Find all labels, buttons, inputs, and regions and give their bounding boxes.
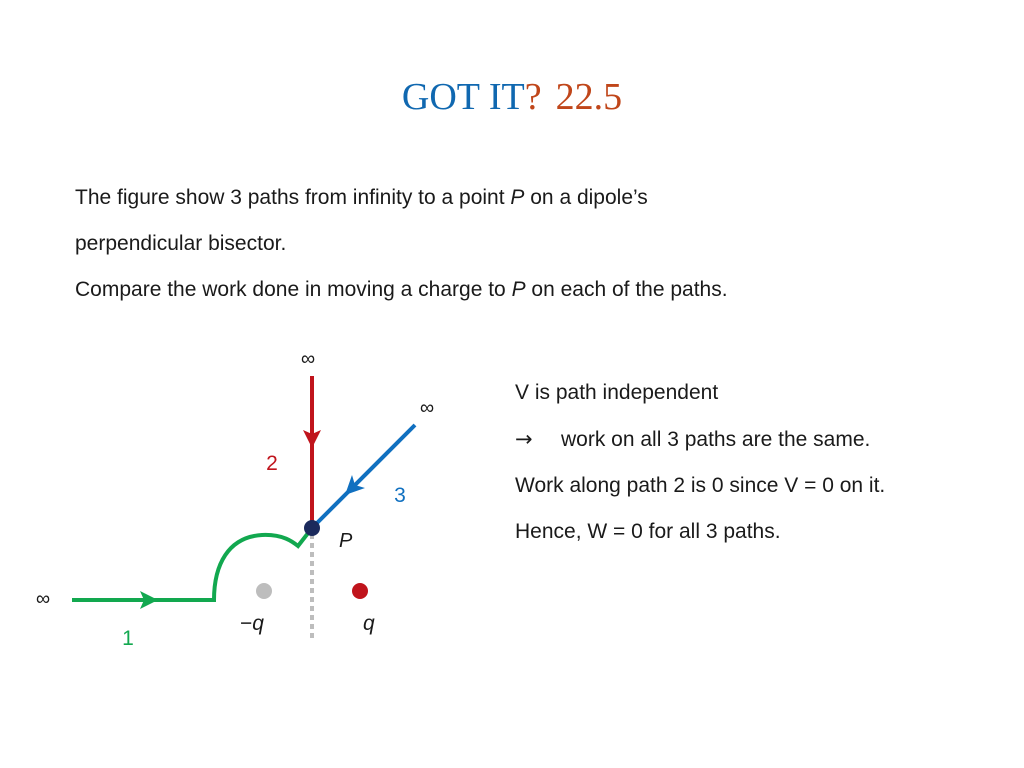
- positive-charge: [352, 583, 368, 599]
- title-main: GOT IT: [401, 76, 525, 118]
- point-p-italic: P: [511, 278, 526, 301]
- negative-charge: [256, 583, 272, 599]
- point-p-italic: P: [510, 186, 525, 209]
- path-2-label: 2: [266, 452, 278, 475]
- path-3: [312, 425, 415, 528]
- implies-arrow-icon: →: [515, 427, 533, 451]
- point-p-label: P: [339, 530, 353, 552]
- path-1: [72, 528, 312, 600]
- answer-line-3: Work along path 2 is 0 since V = 0 on it.: [515, 474, 886, 497]
- point-p: [304, 520, 320, 536]
- answer-line-2: → work on all 3 paths are the same.: [515, 416, 1005, 463]
- infinity-top: ∞: [300, 348, 316, 370]
- question-line-1: The figure show 3 paths from infinity to a point P on a dipole’s: [75, 186, 648, 209]
- answer-line-1: V is path independent: [515, 381, 719, 404]
- answer-line-4: Hence, W = 0 for all 3 paths.: [515, 520, 781, 543]
- title-question-mark: ?: [524, 76, 542, 118]
- question-line-2: perpendicular bisector.: [75, 232, 287, 255]
- question-line-3: Compare the work done in moving a charge to P on each of the paths.: [75, 278, 728, 301]
- path-1-label: 1: [122, 627, 134, 650]
- positive-charge-label: q: [363, 612, 375, 635]
- infinity-upper-right: ∞: [419, 397, 435, 419]
- title-number: 22.5: [555, 76, 623, 118]
- path-3-label: 3: [394, 484, 406, 507]
- negative-charge-label: −q: [240, 612, 264, 635]
- infinity-left: ∞: [35, 588, 51, 610]
